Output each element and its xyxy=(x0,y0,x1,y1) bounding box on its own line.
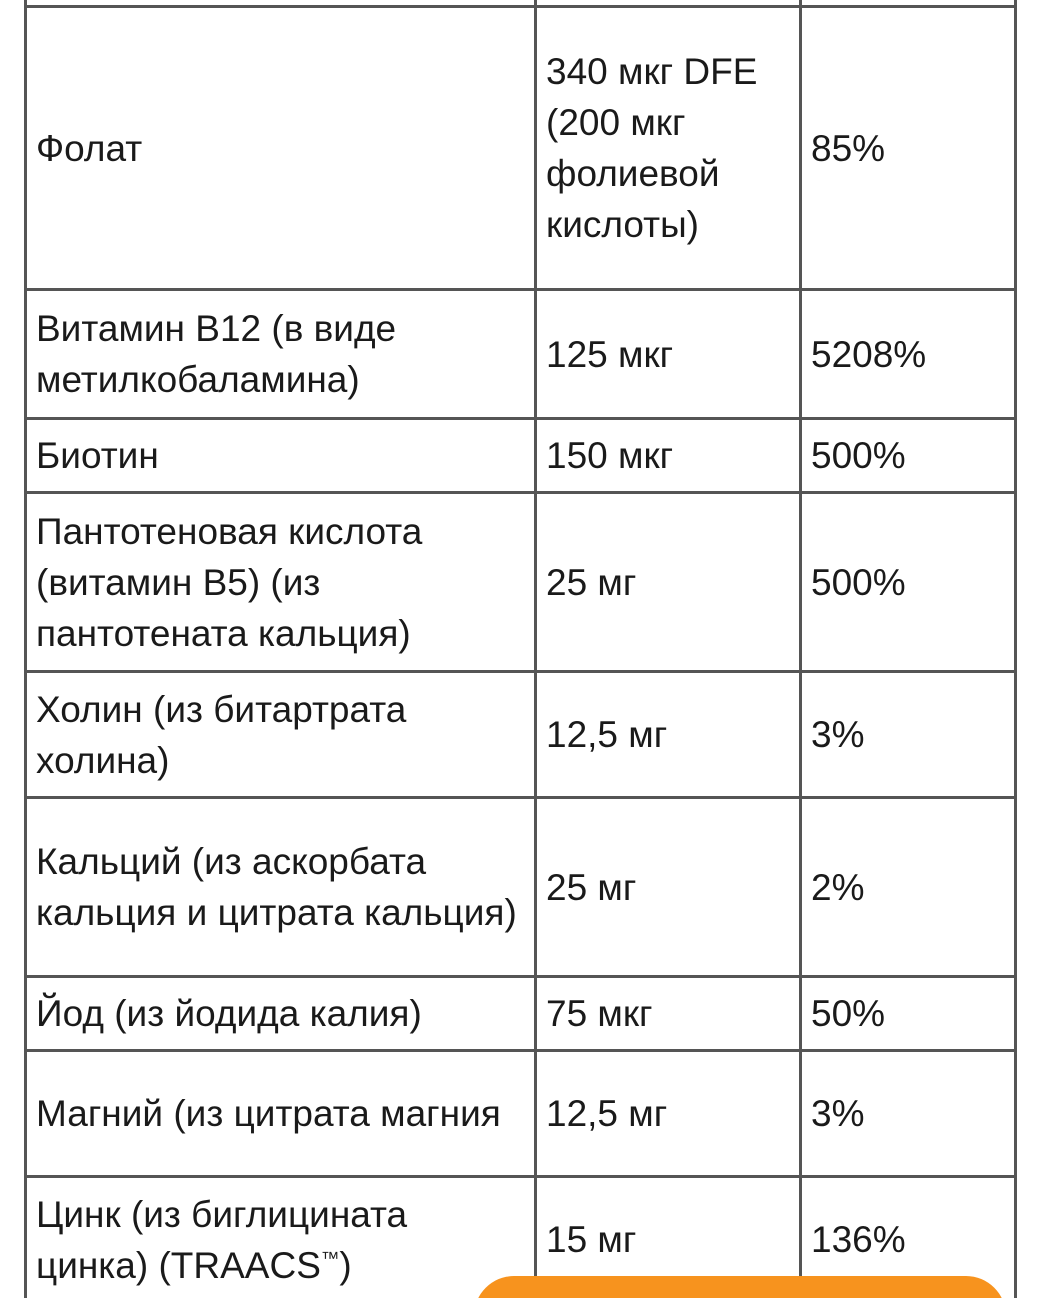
nutrient-amount-cell: 12,5 мг xyxy=(536,1051,801,1177)
nutrient-amount-cell: 25 мг xyxy=(536,493,801,672)
table-row xyxy=(26,7,1016,290)
nutrient-name-suffix: ) xyxy=(339,1244,352,1286)
nutrient-name-cell: Кальций (из аскорбата кальция и цитрата кальция) xyxy=(26,798,536,977)
table-row xyxy=(26,419,1016,493)
nutrient-name-cell: Холин (из битартрата холина) xyxy=(26,672,536,798)
table-row xyxy=(26,290,1016,419)
daily-value-cell: 136% xyxy=(801,1177,1016,1298)
daily-value-cell: 500% xyxy=(801,419,1016,493)
nutrient-amount-cell: 25 мг xyxy=(536,798,801,977)
nutrient-amount-cell: 340 мкг DFE (200 мкг фолиевой кислоты) xyxy=(536,7,801,290)
table-row xyxy=(26,1051,1016,1177)
daily-value-cell: 2% xyxy=(801,798,1016,977)
daily-value-cell: 50% xyxy=(801,977,1016,1051)
daily-value-cell: 85% xyxy=(801,7,1016,290)
nutrient-amount-cell: 125 мкг xyxy=(536,290,801,419)
add-to-cart-button[interactable] xyxy=(474,1276,1006,1298)
nutrient-name-cell: Магний (из цитрата магния xyxy=(26,1051,536,1177)
nutrient-name-cell: Биотин xyxy=(26,419,536,493)
daily-value-cell: 3% xyxy=(801,672,1016,798)
nutrient-amount-cell: 150 мкг xyxy=(536,419,801,493)
nutrition-facts-table xyxy=(24,0,1017,1298)
table-row xyxy=(26,977,1016,1051)
daily-value-cell: 500% xyxy=(801,493,1016,672)
nutrient-name-cell: Пантотеновая кислота (витамин B5) (из пантотената кальция) xyxy=(26,493,536,672)
nutrient-name-text: Цинк (из биглицината цинка) (TRAACS xyxy=(36,1193,408,1286)
nutrient-name-cell: Витамин B12 (в виде метилкобаламина) xyxy=(26,290,536,419)
table-row xyxy=(26,798,1016,977)
table-row xyxy=(26,493,1016,672)
trademark-symbol: ™ xyxy=(320,1247,340,1269)
nutrient-name-cell xyxy=(26,1177,536,1298)
table-row xyxy=(26,672,1016,798)
daily-value-cell: 3% xyxy=(801,1051,1016,1177)
nutrient-name-cell: Йод (из йодида калия) xyxy=(26,977,536,1051)
nutrient-name-cell: Фолат xyxy=(26,7,536,290)
nutrient-amount-cell: 75 мкг xyxy=(536,977,801,1051)
daily-value-cell: 5208% xyxy=(801,290,1016,419)
nutrient-amount-cell: 12,5 мг xyxy=(536,672,801,798)
nutrient-amount-cell: 15 мг xyxy=(536,1177,801,1298)
